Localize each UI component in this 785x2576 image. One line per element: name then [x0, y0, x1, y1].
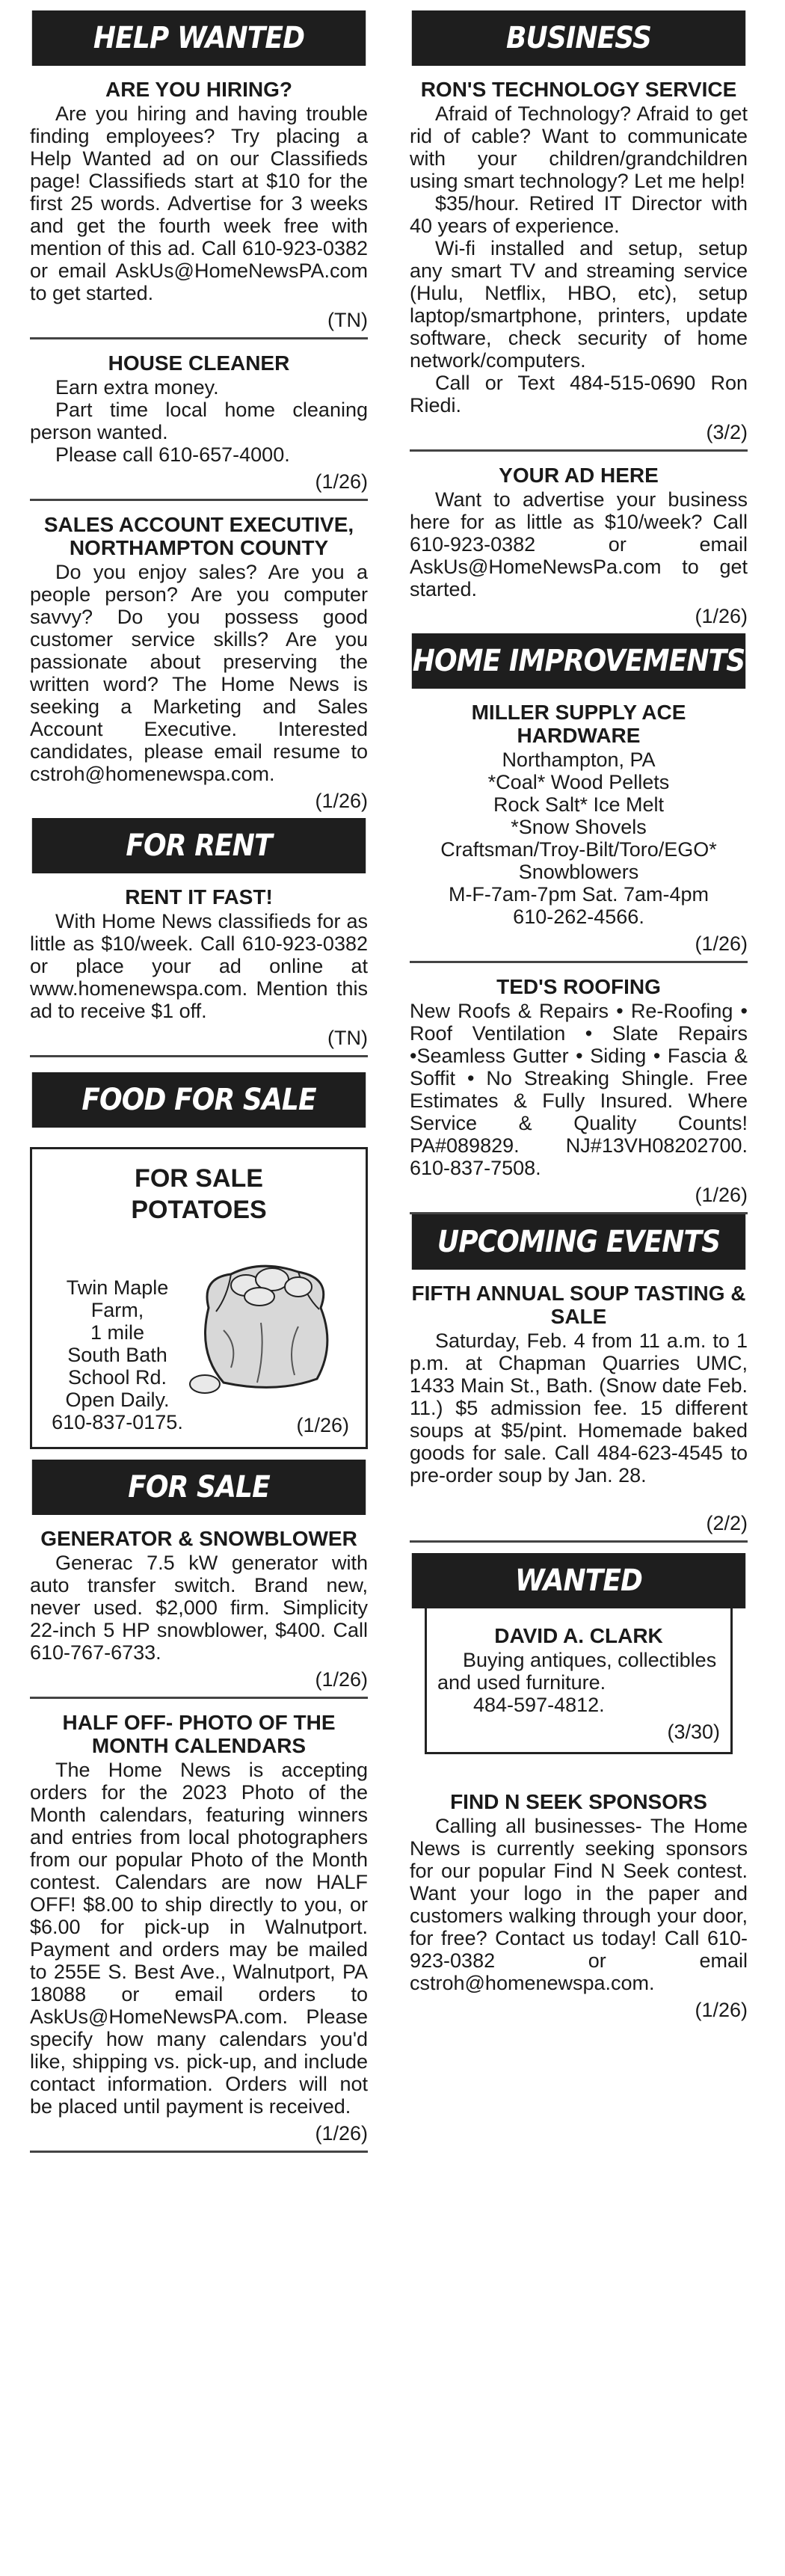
section-banner-wanted: WANTED: [412, 1553, 745, 1608]
ad-title: FOR SALE: [135, 1164, 263, 1193]
ad-line: 610-837-0175.: [52, 1411, 183, 1433]
ad-run-code: (1/26): [315, 2122, 368, 2145]
ad-body: $35/hour. Retired IT Director with 40 years of experience.: [410, 192, 748, 237]
section-banner-food-for-sale: FOOD FOR SALE: [32, 1072, 366, 1128]
ad-body: Do you enjoy sales? Are you a people person? Are you computer savvy? Do you possess good customer service skills? Are you passionate about preserving the written word? The Home News is seeking a Marketing and Sales Account Executive. Interested candidates, please email resume to cstroh@homenewspa.com.: [30, 561, 368, 785]
classified-ad: [30, 339, 368, 501]
classified-ad: [410, 689, 748, 963]
ad-contact-lines: [43, 1276, 192, 1433]
ad-run-code: (TN): [327, 309, 368, 331]
classified-ad: [410, 452, 748, 633]
classified-ad: [30, 873, 368, 1057]
boxed-ad-potatoes: [30, 1147, 368, 1449]
ad-title: RENT IT FAST!: [125, 885, 273, 909]
ad-line: Open Daily.: [65, 1389, 170, 1411]
ad-title: YOUR AD HERE: [499, 464, 659, 487]
ad-title: FIND N SEEK SPONSORS: [450, 1790, 707, 1813]
classified-ad: [410, 66, 748, 452]
ad-phone: 484-597-4812.: [473, 1694, 605, 1716]
ad-body: Please call 610-657-4000.: [55, 443, 290, 466]
ad-body: Earn extra money.: [55, 376, 219, 399]
ad-body: Part time local home cleaning person wanted.: [30, 399, 368, 443]
right-column: [410, 10, 748, 2027]
classified-ad: [30, 1515, 368, 1699]
boxed-ad-david-clark: [425, 1608, 733, 1754]
classified-ad: [410, 1754, 748, 2027]
section-banner-for-rent: FOR RENT: [32, 818, 366, 873]
ad-line: South Bath: [67, 1344, 167, 1366]
ad-body: Want to advertise your business here for as little as $10/week? Call 610-923-0382 or email AskUs@HomeNewsPa.com to get started.: [410, 488, 748, 600]
ad-run-code: (3/2): [706, 421, 748, 443]
ad-line: Craftsman/Troy-Bilt/Toro/EGO*: [440, 838, 717, 861]
section-banner-home-improvements: HOME IMPROVEMENTS: [412, 633, 745, 689]
ad-line: Twin Maple: [66, 1276, 169, 1299]
ad-line: School Rd.: [67, 1366, 167, 1389]
classified-ad: [30, 501, 368, 818]
ad-title: SALES ACCOUNT EXECUTIVE, NORTHAMPTON COUNTY: [43, 513, 354, 559]
ad-run-code: (3/30): [667, 1721, 720, 1743]
section-banner-help-wanted: HELP WANTED: [32, 10, 366, 66]
ad-body: Afraid of Technology? Afraid to get rid of cable? Want to communicate with your children/grandchildren using smart technology? Let me help!: [410, 102, 748, 192]
classified-ad: [30, 66, 368, 339]
ad-run-code: (1/26): [695, 605, 748, 627]
ad-line: *Snow Shovels: [511, 816, 647, 838]
ad-title: HOUSE CLEANER: [108, 351, 290, 375]
ad-body: The Home News is accepting orders for the 2023 Photo of the Month calendars, featuring winners and entries from local photographers from our popular Photo of the Month contest. Calendars are now HALF OFF! $8.00 to ship directly to you, or $6.00 for pick-up in Walnutport. Payment and orders may be mailed to 255E S. Best Ave., Walnutport, PA 18088 or email orders to AskUs@HomeNewsPA.com. Please specify how many calendars you'd like, shipping vs. pick-up, and include contact information. Orders will not be placed until payment is received.: [30, 1759, 368, 2118]
ad-body: New Roofs & Repairs • Re-Roofing • Roof Ventilation • Slate Repairs •Seamless Gutter • Siding • Fascia & Soffit • No Streaking Shingle. Free Estimates & Fully Insured. Where Service & Quality Counts! PA#089829. NJ#13VH08202700. 610-837-7508.: [410, 1000, 748, 1179]
ad-body: Calling all businesses- The Home News is currently seeking sponsors for our popular Find N Seek contest. Want your logo in the paper and customers walking through your door, for free? Contact us today! Call 610-923-0382 or email cstroh@homenewspa.com.: [410, 1815, 748, 1994]
ad-run-code: (1/26): [296, 1414, 349, 1436]
left-column: [30, 10, 368, 2153]
ad-title: HALF OFF- PHOTO OF THE MONTH CALENDARS: [62, 1711, 336, 1757]
ad-run-code: (1/26): [315, 470, 368, 493]
ad-title: TED'S ROOFING: [496, 975, 661, 998]
ad-title: ARE YOU HIRING?: [105, 78, 292, 101]
ad-title: POTATOES: [131, 1196, 267, 1224]
ad-body: Buying antiques, collectibles and used furniture.: [437, 1649, 717, 1694]
ad-line: Rock Salt* Ice Melt: [493, 793, 665, 816]
classified-ad: [410, 963, 748, 1214]
ad-run-code: (2/2): [706, 1512, 748, 1534]
section-banner-business: BUSINESS: [412, 10, 745, 66]
ad-line: *Coal* Wood Pellets: [487, 771, 670, 793]
ad-line: Farm,: [90, 1299, 144, 1321]
classified-ad: [410, 1270, 748, 1543]
ad-body: Call or Text 484-515-0690 Ron Riedi.: [410, 372, 748, 416]
ad-line: Snowblowers: [518, 861, 639, 883]
ad-line: Northampton, PA: [502, 748, 656, 771]
ad-body: Saturday, Feb. 4 from 11 a.m. to 1 p.m. at Chapman Quarries UMC, 1433 Main St., Bath. (Snow date Feb. 11.) $5 admission fee. 15 different soups at $5/pint. Homemade baked goods for sale. Call 484-623-4545 to pre-order soup by Jan. 28.: [410, 1330, 748, 1487]
ad-line: 1 mile: [90, 1321, 145, 1344]
ad-run-code: (TN): [327, 1027, 368, 1049]
ad-body: Generac 7.5 kW generator with auto transfer switch. Brand new, never used. $2,000 firm. Simplicity 22-inch 5 HP snowblower, $400. Call 610-767-6733.: [30, 1552, 368, 1664]
classified-ad: [30, 1699, 368, 2153]
potato-sack-icon: [186, 1255, 343, 1398]
ad-body: With Home News classifieds for as little as $10/week. Call 610-923-0382 or place your ad online at www.homenewspa.com. Mention this ad to receive $1 off.: [30, 910, 368, 1022]
ad-title: GENERATOR & SNOWBLOWER: [40, 1527, 357, 1550]
ad-line: M-F-7am-7pm Sat. 7am-4pm: [448, 883, 709, 906]
section-banner-for-sale: FOR SALE: [32, 1460, 366, 1515]
ad-run-code: (1/26): [315, 1668, 368, 1691]
ad-run-code: (1/26): [315, 790, 368, 812]
ad-body: Wi-fi installed and setup, setup any smart TV and streaming service (Hulu, Netflix, HBO, etc), setup laptop/smartphone, printers, update software, check security of home network/computers.: [410, 237, 748, 372]
ad-line: 610-262-4566.: [513, 906, 644, 928]
ad-run-code: (1/26): [695, 1999, 748, 2021]
ad-title: DAVID A. CLARK: [494, 1624, 663, 1647]
ad-title: FIFTH ANNUAL SOUP TASTING & SALE: [411, 1282, 746, 1328]
ad-title: RON'S TECHNOLOGY SERVICE: [420, 78, 737, 101]
ad-title: MILLER SUPPLY ACE HARDWARE: [471, 701, 686, 747]
ad-body: Are you hiring and having trouble finding employees? Try placing a Help Wanted ad on our Classifieds page! Classifieds start at $10 for the first 25 words. Advertise for 3 weeks and get the fourth week free with mention of this ad. Call 610-923-0382 or email AskUs@HomeNewsPA.com to get started.: [30, 102, 368, 304]
ad-run-code: (1/26): [695, 932, 748, 955]
ad-run-code: (1/26): [695, 1184, 748, 1206]
section-banner-upcoming-events: UPCOMING EVENTS: [412, 1214, 745, 1270]
